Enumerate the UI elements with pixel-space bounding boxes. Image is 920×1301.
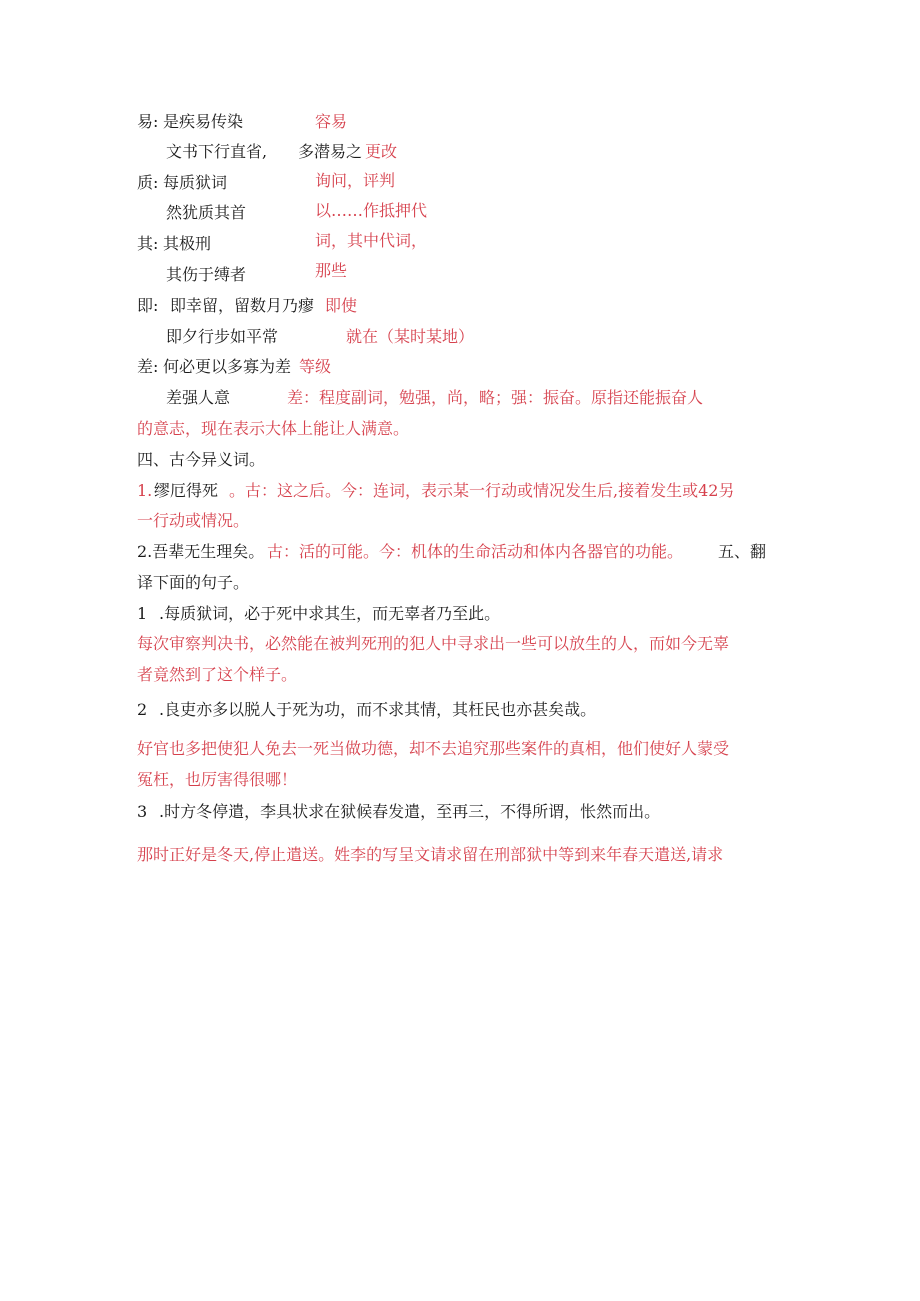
word-qi-answer-1: 词，其中代词， [315,231,428,250]
word-yi-example-2b: 多潜易之 [298,142,363,161]
word-cha-label: 差: [137,357,159,376]
item-2-answer: 古：活的可能。今：机体的生命活动和体内各器官的功能。 [267,542,684,561]
sentence-3-translation-line1: 那时正好是冬天,停止遣送。姓李的写呈文请求留在刑部狱中等到来年春天遣送,请求 [137,845,724,864]
word-yi-example-2: 文书下行直省, [166,142,268,161]
sentence-1-translation-line2: 者竟然到了这个样子。 [137,665,298,684]
sentence-3-number: 3 [137,802,148,821]
word-zhi-label: 质: [137,173,159,192]
word-cha-example-2: 差强人意 [166,388,231,407]
sentence-3-text: .时方冬停遣，李具状求在狱候春发遣，至再三，不得所谓，怅然而出。 [159,802,661,821]
word-zhi-answer-2: 以……作抵押代 [315,201,428,220]
word-qi-label: 其: [137,234,159,253]
word-cha-answer-2-line1: 差：程度副词，勉强，尚，略；强：振奋。原指还能振奋人 [287,388,704,407]
item-1-answer-line2: 一行动或情况。 [137,511,250,530]
word-cha-example-1: 何必更以多寡为差 [163,357,292,376]
word-cha-answer-2-line2: 的意志，现在表示大体上能让人满意。 [137,419,410,438]
section-4-heading: 四、古今异义词。 [137,450,266,469]
word-zhi-example-1: 每质狱词 [163,173,228,192]
word-ji-example-2: 即夕行步如平常 [166,327,279,346]
word-ji-answer-2: 就在（某时某地） [346,327,475,346]
item-1-term: 缪厄得死 [154,481,219,500]
item-1-answer-line1: 。古：这之后。今：连词，表示某一行动或情况发生后,接着发生或42另 [229,481,735,500]
item-1-prefix: 1. [137,481,153,500]
item-2-term: 2.吾辈无生理矣。 [137,542,265,561]
sentence-2-translation-line1: 好官也多把使犯人免去一死当做功德，却不去追究那些案件的真相，他们使好人蒙受 [137,739,730,758]
sentence-2-translation-line2: 冤枉，也厉害得很哪！ [137,770,298,789]
word-ji-example-1: 即幸留，留数月乃瘳 [170,296,315,315]
sentence-1-text: .每质狱词，必于死中求其生，而无辜者乃至此。 [159,604,501,623]
sentence-1-translation-line1: 每次审察判决书，必然能在被判死刑的犯人中寻求出一些可以放生的人，而如今无辜 [137,634,730,653]
word-yi-label: 易: [137,112,159,131]
word-yi-example-1: 是疾易传染 [163,112,244,131]
word-yi-answer-1: 容易 [315,112,348,131]
word-cha-answer-1: 等级 [299,357,332,376]
section-5-heading-end: 译下面的句子。 [137,573,250,592]
word-yi-answer-2: 更改 [365,142,398,161]
section-5-heading-start: 五、翻 [718,542,767,561]
sentence-2-number: 2 [137,700,148,719]
word-ji-label: 即: [137,296,159,315]
sentence-1-number: 1 [137,604,148,623]
word-zhi-example-2: 然犹质其首 [166,203,247,222]
word-qi-example-2: 其伤于缚者 [166,265,247,284]
word-zhi-answer-1: 询问，评判 [315,171,396,190]
word-ji-answer-1: 即使 [325,296,358,315]
word-qi-example-1: 其极刑 [163,234,212,253]
word-qi-answer-2: 那些 [315,261,348,280]
sentence-2-text: .良吏亦多以脱人于死为功，而不求其情，其枉民也亦甚矣哉。 [159,700,597,719]
